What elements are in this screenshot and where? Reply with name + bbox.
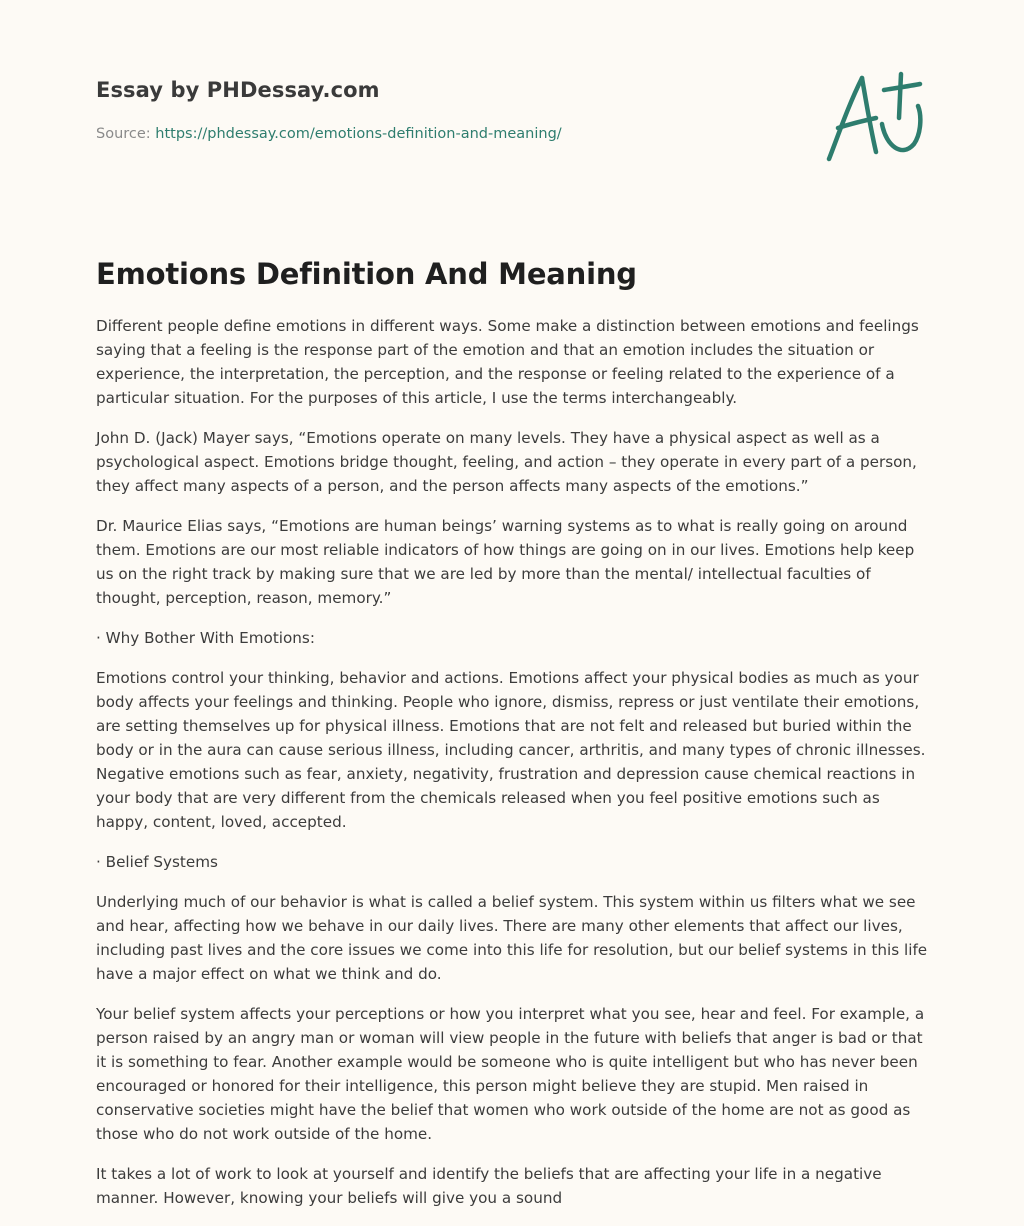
source-link[interactable]: https://phdessay.com/emotions-definition-and-meaning/ <box>155 126 562 142</box>
paragraph: Emotions control your thinking, behavior and actions. Emotions affect your physical bodies as much as your body affects your feelings and thinking. People who ignore, dismiss, repress or just ventilate their emotions, are setting themselves up for physical illness. Emotions that are not felt and released but buried within the body or in the aura can cause serious illness, including cancer, arthritis, and many types of chronic illnesses. Negative emotions such as fear, anxiety, negativity, frustration and depression cause chemical reactions in your body that are very different from the chemicals released when you feel positive emotions such as happy, content, loved, accepted. <box>96 669 926 831</box>
article-body <box>96 314 932 1226</box>
source-line <box>96 124 796 144</box>
a-plus-logo-icon <box>820 66 930 166</box>
section-heading: · Why Bother With Emotions: <box>96 629 315 647</box>
source-label: Source: <box>96 126 156 142</box>
page-header <box>96 76 796 144</box>
article-title: Emotions Definition And Meaning <box>96 257 637 291</box>
paragraph: John D. (Jack) Mayer says, “Emotions operate on many levels. They have a physical aspect as well as a psychological aspect. Emotions bridge thought, feeling, and action – they operate in every part of a person, they affect many aspects of a person, and the person affects many aspects of the emotions.” <box>96 429 917 495</box>
site-title: Essay by PHDessay.com <box>96 78 380 102</box>
paragraph: It takes a lot of work to look at yourself and identify the beliefs that are affecting your life in a negative manner. However, knowing your beliefs will give you a sound <box>96 1165 882 1207</box>
paragraph: Dr. Maurice Elias says, “Emotions are human beings’ warning systems as to what is really going on around them. Emotions are our most reliable indicators of how things are going on in our lives. Emotions help keep us on the right track by making sure that we are led by more than the mental/ intellectual faculties of thought, perception, reason, memory.” <box>96 517 915 607</box>
paragraph: Your belief system affects your perceptions or how you interpret what you see, hear and feel. For example, a person raised by an angry man or woman will view people in the future with beliefs that anger is bad or that it is something to fear. Another example would be someone who is quite intelligent but who has never been encouraged or honored for their intelligence, this person might believe they are stupid. Men raised in conservative societies might have the belief that women who work outside of the home are not as good as those who do not work outside of the home. <box>96 1005 925 1143</box>
paragraph: Different people define emotions in different ways. Some make a distinction between emotions and feelings saying that a feeling is the response part of the emotion and that an emotion includes the situation or experience, the interpretation, the perception, and the response or feeling related to the experience of a particular situation. For the purposes of this article, I use the terms interchangeably. <box>96 317 919 407</box>
section-heading: · Belief Systems <box>96 853 218 871</box>
paragraph: Underlying much of our behavior is what is called a belief system. This system within us filters what we see and hear, affecting how we behave in our daily lives. There are many other elements that affect our lives, including past lives and the core issues we come into this life for resolution, but our belief systems in this life have a major effect on what we think and do. <box>96 893 928 983</box>
